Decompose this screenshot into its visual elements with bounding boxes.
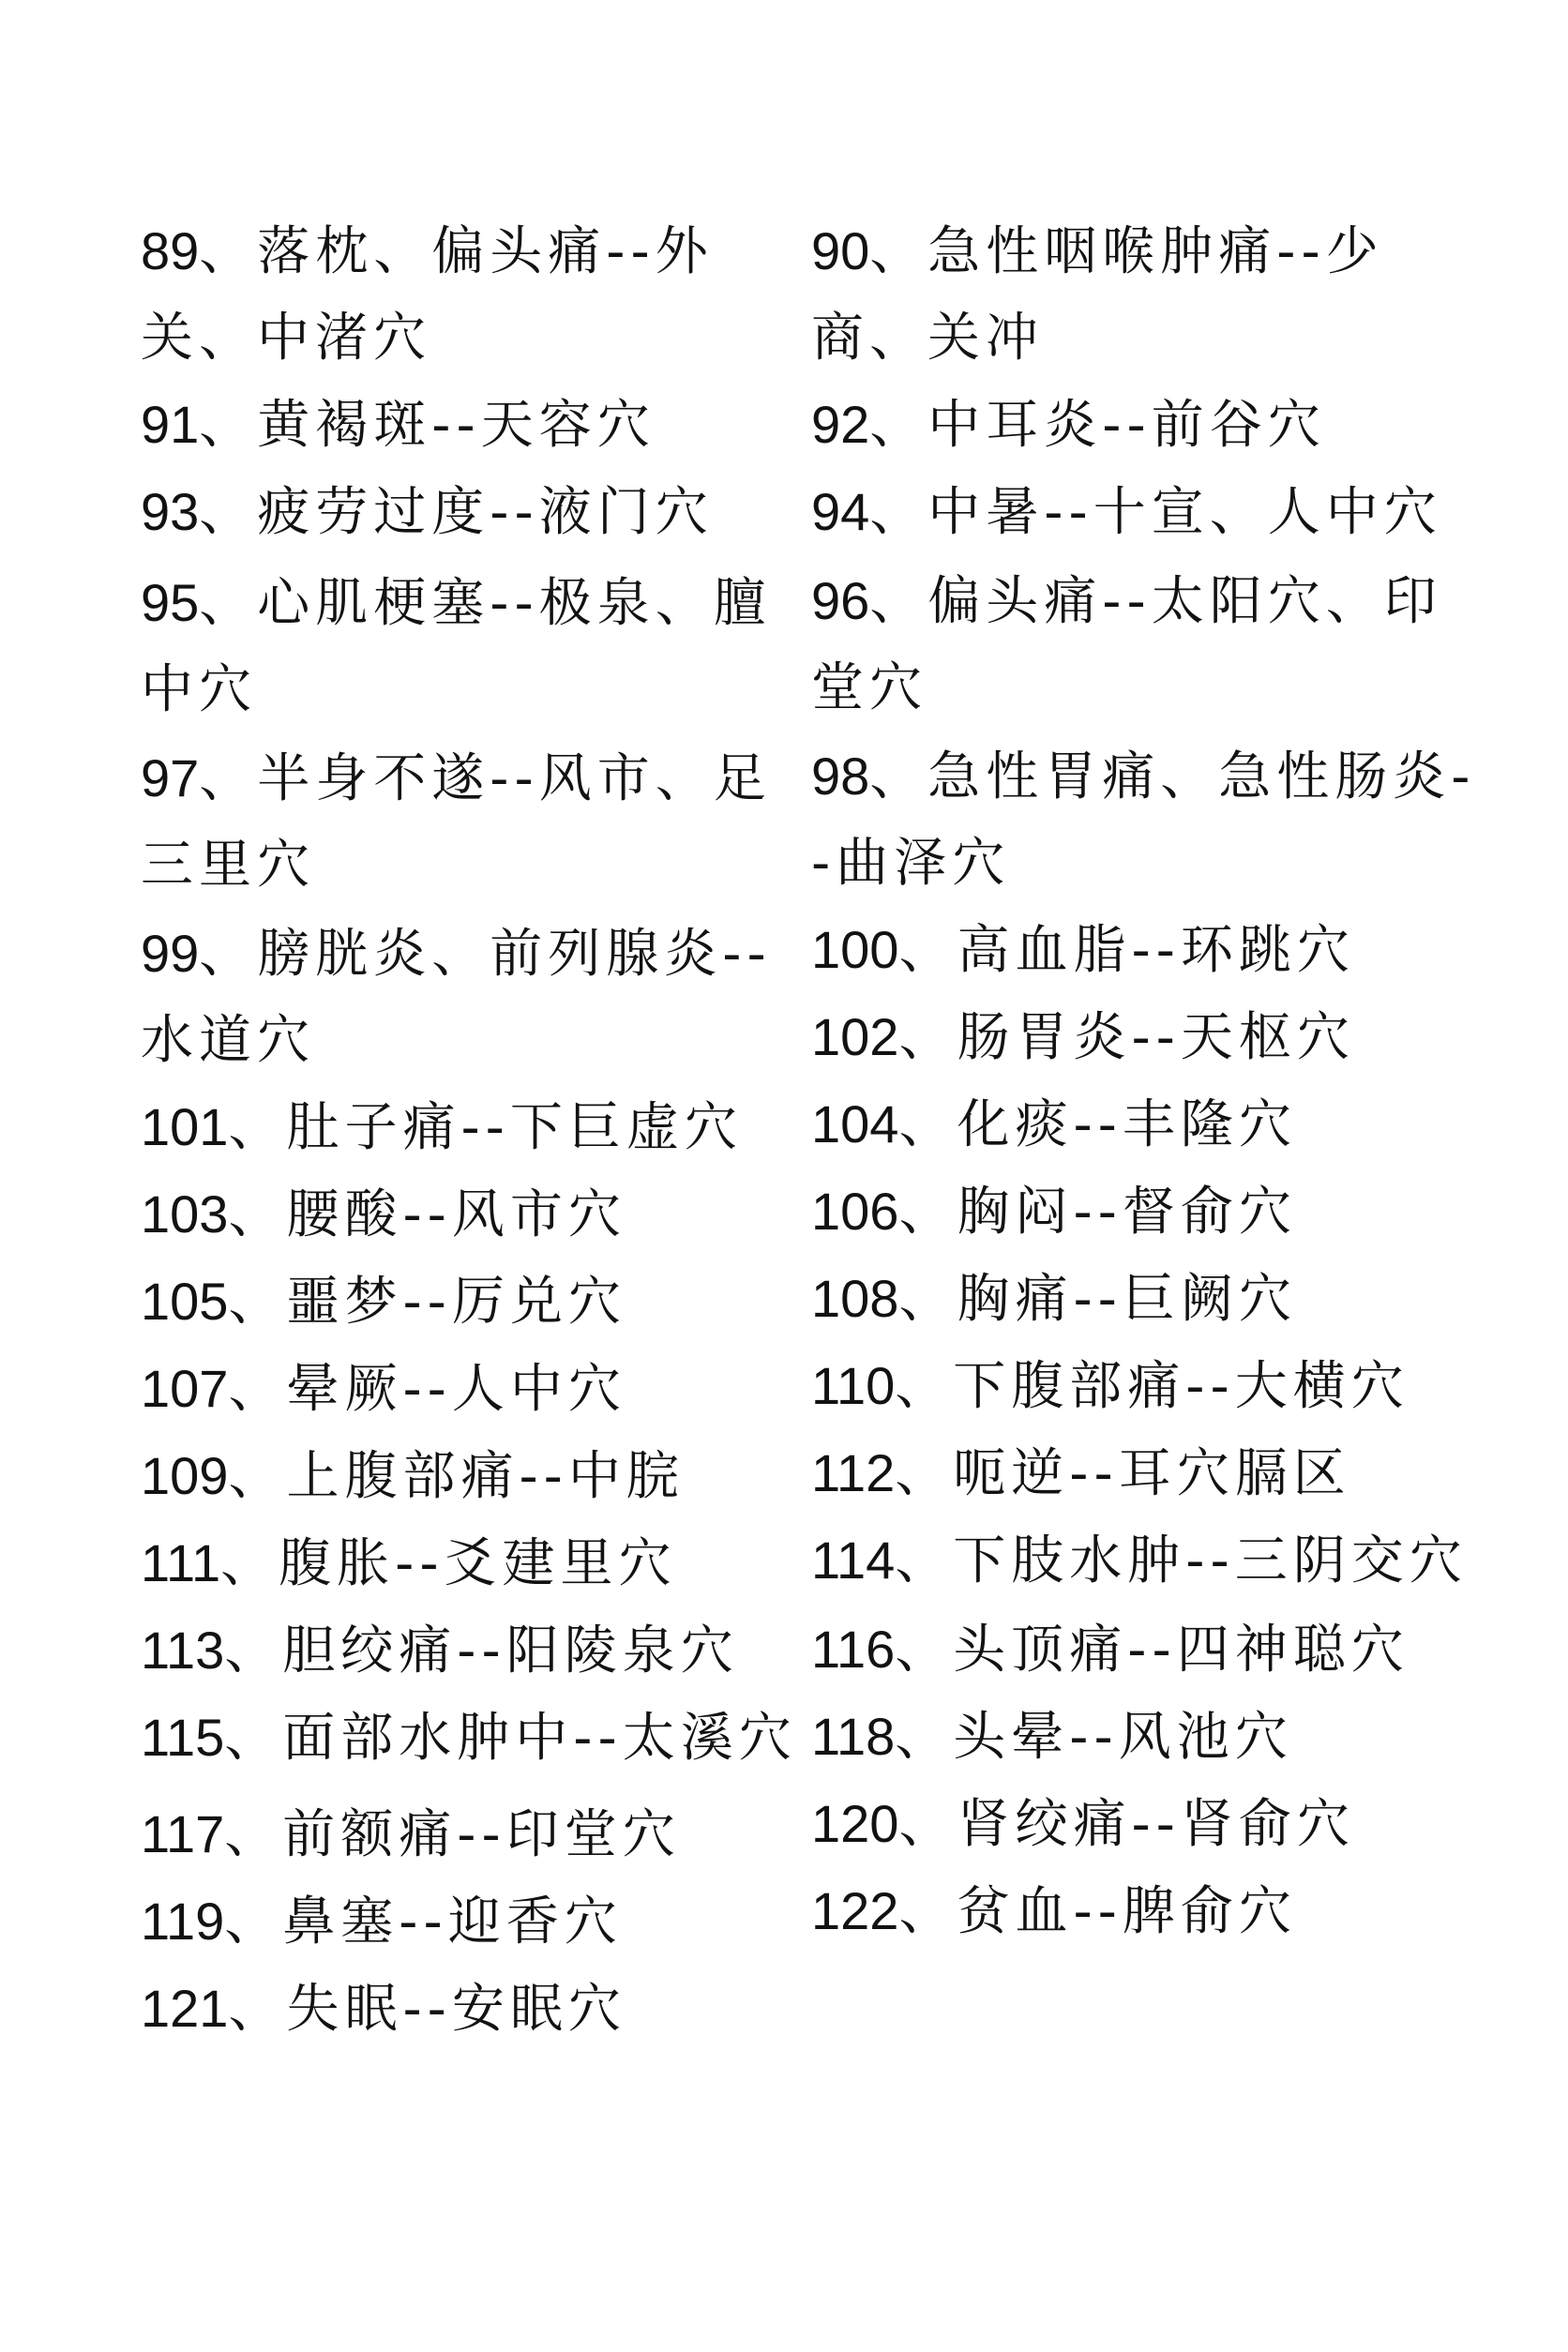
item-text: 、中暑--十宣、人中穴: [869, 482, 1442, 543]
list-item: [141, 1084, 816, 1171]
list-item: [141, 1966, 816, 2053]
list-item: [141, 1520, 816, 1607]
item-text: 、晕厥--人中穴: [228, 1359, 626, 1420]
item-number: 93: [141, 482, 200, 541]
item-number: 94: [811, 482, 870, 541]
item-number: 99: [141, 924, 200, 983]
item-number: 110: [811, 1356, 896, 1415]
item-text: 、急性胃痛、急性肠炎--曲泽穴: [811, 746, 1476, 894]
item-number: 112: [811, 1443, 896, 1502]
item-number: 96: [811, 571, 870, 630]
list-item: [811, 1694, 1486, 1781]
item-text: 、中耳炎--前谷穴: [869, 395, 1326, 456]
item-number: 100: [811, 920, 899, 979]
item-text: 、鼻塞--迎香穴: [224, 1892, 623, 1952]
list-item: [141, 1433, 816, 1520]
item-number: 108: [811, 1269, 899, 1328]
item-number: 113: [141, 1621, 225, 1680]
item-text: 、肠胃炎--天枢穴: [898, 1007, 1355, 1068]
item-number: 90: [811, 221, 870, 280]
item-number: 104: [811, 1094, 899, 1153]
item-number: 119: [141, 1892, 225, 1951]
list-item: [811, 1868, 1486, 1955]
item-text: 、腹胀--爻建里穴: [220, 1533, 677, 1594]
item-number: 106: [811, 1182, 899, 1241]
item-text: 、前额痛--印堂穴: [224, 1804, 681, 1865]
list-item: [811, 1081, 1486, 1168]
item-text: 、腰酸--风市穴: [228, 1184, 626, 1245]
list-item: [811, 208, 1486, 382]
list-item: [141, 382, 816, 469]
item-text: 、胸闷--督俞穴: [898, 1182, 1297, 1243]
item-text: 、头顶痛--四神聪穴: [895, 1620, 1410, 1681]
item-text: 、面部水肿中--太溪穴: [224, 1708, 797, 1769]
list-item: [141, 1607, 816, 1695]
item-number: 98: [811, 746, 870, 806]
item-number: 114: [811, 1530, 896, 1590]
item-number: 120: [811, 1794, 899, 1853]
list-item: [141, 1695, 816, 1782]
item-text: 、头晕--风池穴: [895, 1707, 1293, 1768]
right-column: [811, 208, 1486, 1955]
list-item: [141, 469, 816, 556]
item-number: 109: [141, 1446, 229, 1505]
item-text: 、上腹部痛--中脘: [228, 1446, 685, 1507]
list-item: [811, 1343, 1486, 1430]
item-number: 97: [141, 748, 200, 807]
item-text: 、半身不遂--风市、足三里穴: [141, 748, 772, 896]
list-item: [811, 907, 1486, 994]
list-item: [811, 382, 1486, 469]
item-text: 、失眠--安眠穴: [228, 1979, 626, 2040]
item-number: 103: [141, 1184, 229, 1244]
item-number: 95: [141, 573, 200, 632]
list-item: [811, 1606, 1486, 1694]
list-item: [811, 1256, 1486, 1343]
item-text: 、黄褐斑--天容穴: [199, 395, 656, 456]
item-number: 89: [141, 221, 200, 280]
item-number: 107: [141, 1359, 229, 1418]
list-item: [811, 1430, 1486, 1517]
item-number: 101: [141, 1097, 229, 1156]
item-text: 、噩梦--厉兑穴: [228, 1272, 626, 1333]
item-text: 、肾绞痛--肾俞穴: [898, 1794, 1355, 1855]
list-item: [811, 733, 1486, 907]
item-number: 118: [811, 1707, 896, 1766]
item-number: 92: [811, 395, 870, 454]
item-text: 、肚子痛--下巨虚穴: [228, 1097, 743, 1158]
item-text: 、膀胱炎、前列腺炎--水道穴: [141, 924, 772, 1071]
item-text: 、胆绞痛--阳陵泉穴: [224, 1621, 739, 1681]
list-item: [811, 1517, 1486, 1605]
list-item: [141, 560, 816, 733]
item-number: 121: [141, 1979, 229, 2038]
list-item: [141, 1791, 816, 1878]
item-text: 、下肢水肿--三阴交穴: [895, 1530, 1468, 1591]
item-text: 、心肌梗塞--极泉、膻中穴: [141, 573, 772, 720]
list-item: [141, 1171, 816, 1259]
item-text: 、化痰--丰隆穴: [898, 1094, 1297, 1155]
list-item: [811, 558, 1486, 731]
list-item: [141, 1878, 816, 1966]
list-item: [141, 208, 816, 382]
item-number: 116: [811, 1620, 896, 1679]
item-text: 、下腹部痛--大横穴: [895, 1356, 1410, 1417]
item-number: 105: [141, 1272, 229, 1331]
item-number: 117: [141, 1804, 225, 1863]
item-number: 102: [811, 1007, 899, 1066]
item-number: 111: [141, 1533, 221, 1592]
list-item: [141, 1259, 816, 1346]
item-text: 、高血脂--环跳穴: [898, 920, 1355, 981]
list-item: [141, 911, 816, 1084]
item-text: 、落枕、偏头痛--外关、中渚穴: [141, 221, 714, 369]
item-number: 91: [141, 395, 200, 454]
item-number: 115: [141, 1708, 225, 1767]
item-number: 122: [811, 1881, 899, 1940]
item-text: 、胸痛--巨阙穴: [898, 1269, 1297, 1330]
list-item: [811, 1168, 1486, 1256]
item-text: 、疲劳过度--液门穴: [199, 482, 714, 543]
list-item: [811, 994, 1486, 1081]
list-item: [811, 469, 1486, 556]
item-text: 、贫血--脾俞穴: [898, 1881, 1297, 1942]
list-item: [811, 1781, 1486, 1868]
left-column: [141, 208, 816, 2053]
item-text: 、急性咽喉肿痛--少商、关冲: [811, 221, 1384, 369]
list-item: [141, 1346, 816, 1433]
list-item: [141, 735, 816, 909]
item-text: 、偏头痛--太阳穴、印堂穴: [811, 571, 1442, 718]
item-text: 、呃逆--耳穴膈区: [895, 1443, 1351, 1504]
